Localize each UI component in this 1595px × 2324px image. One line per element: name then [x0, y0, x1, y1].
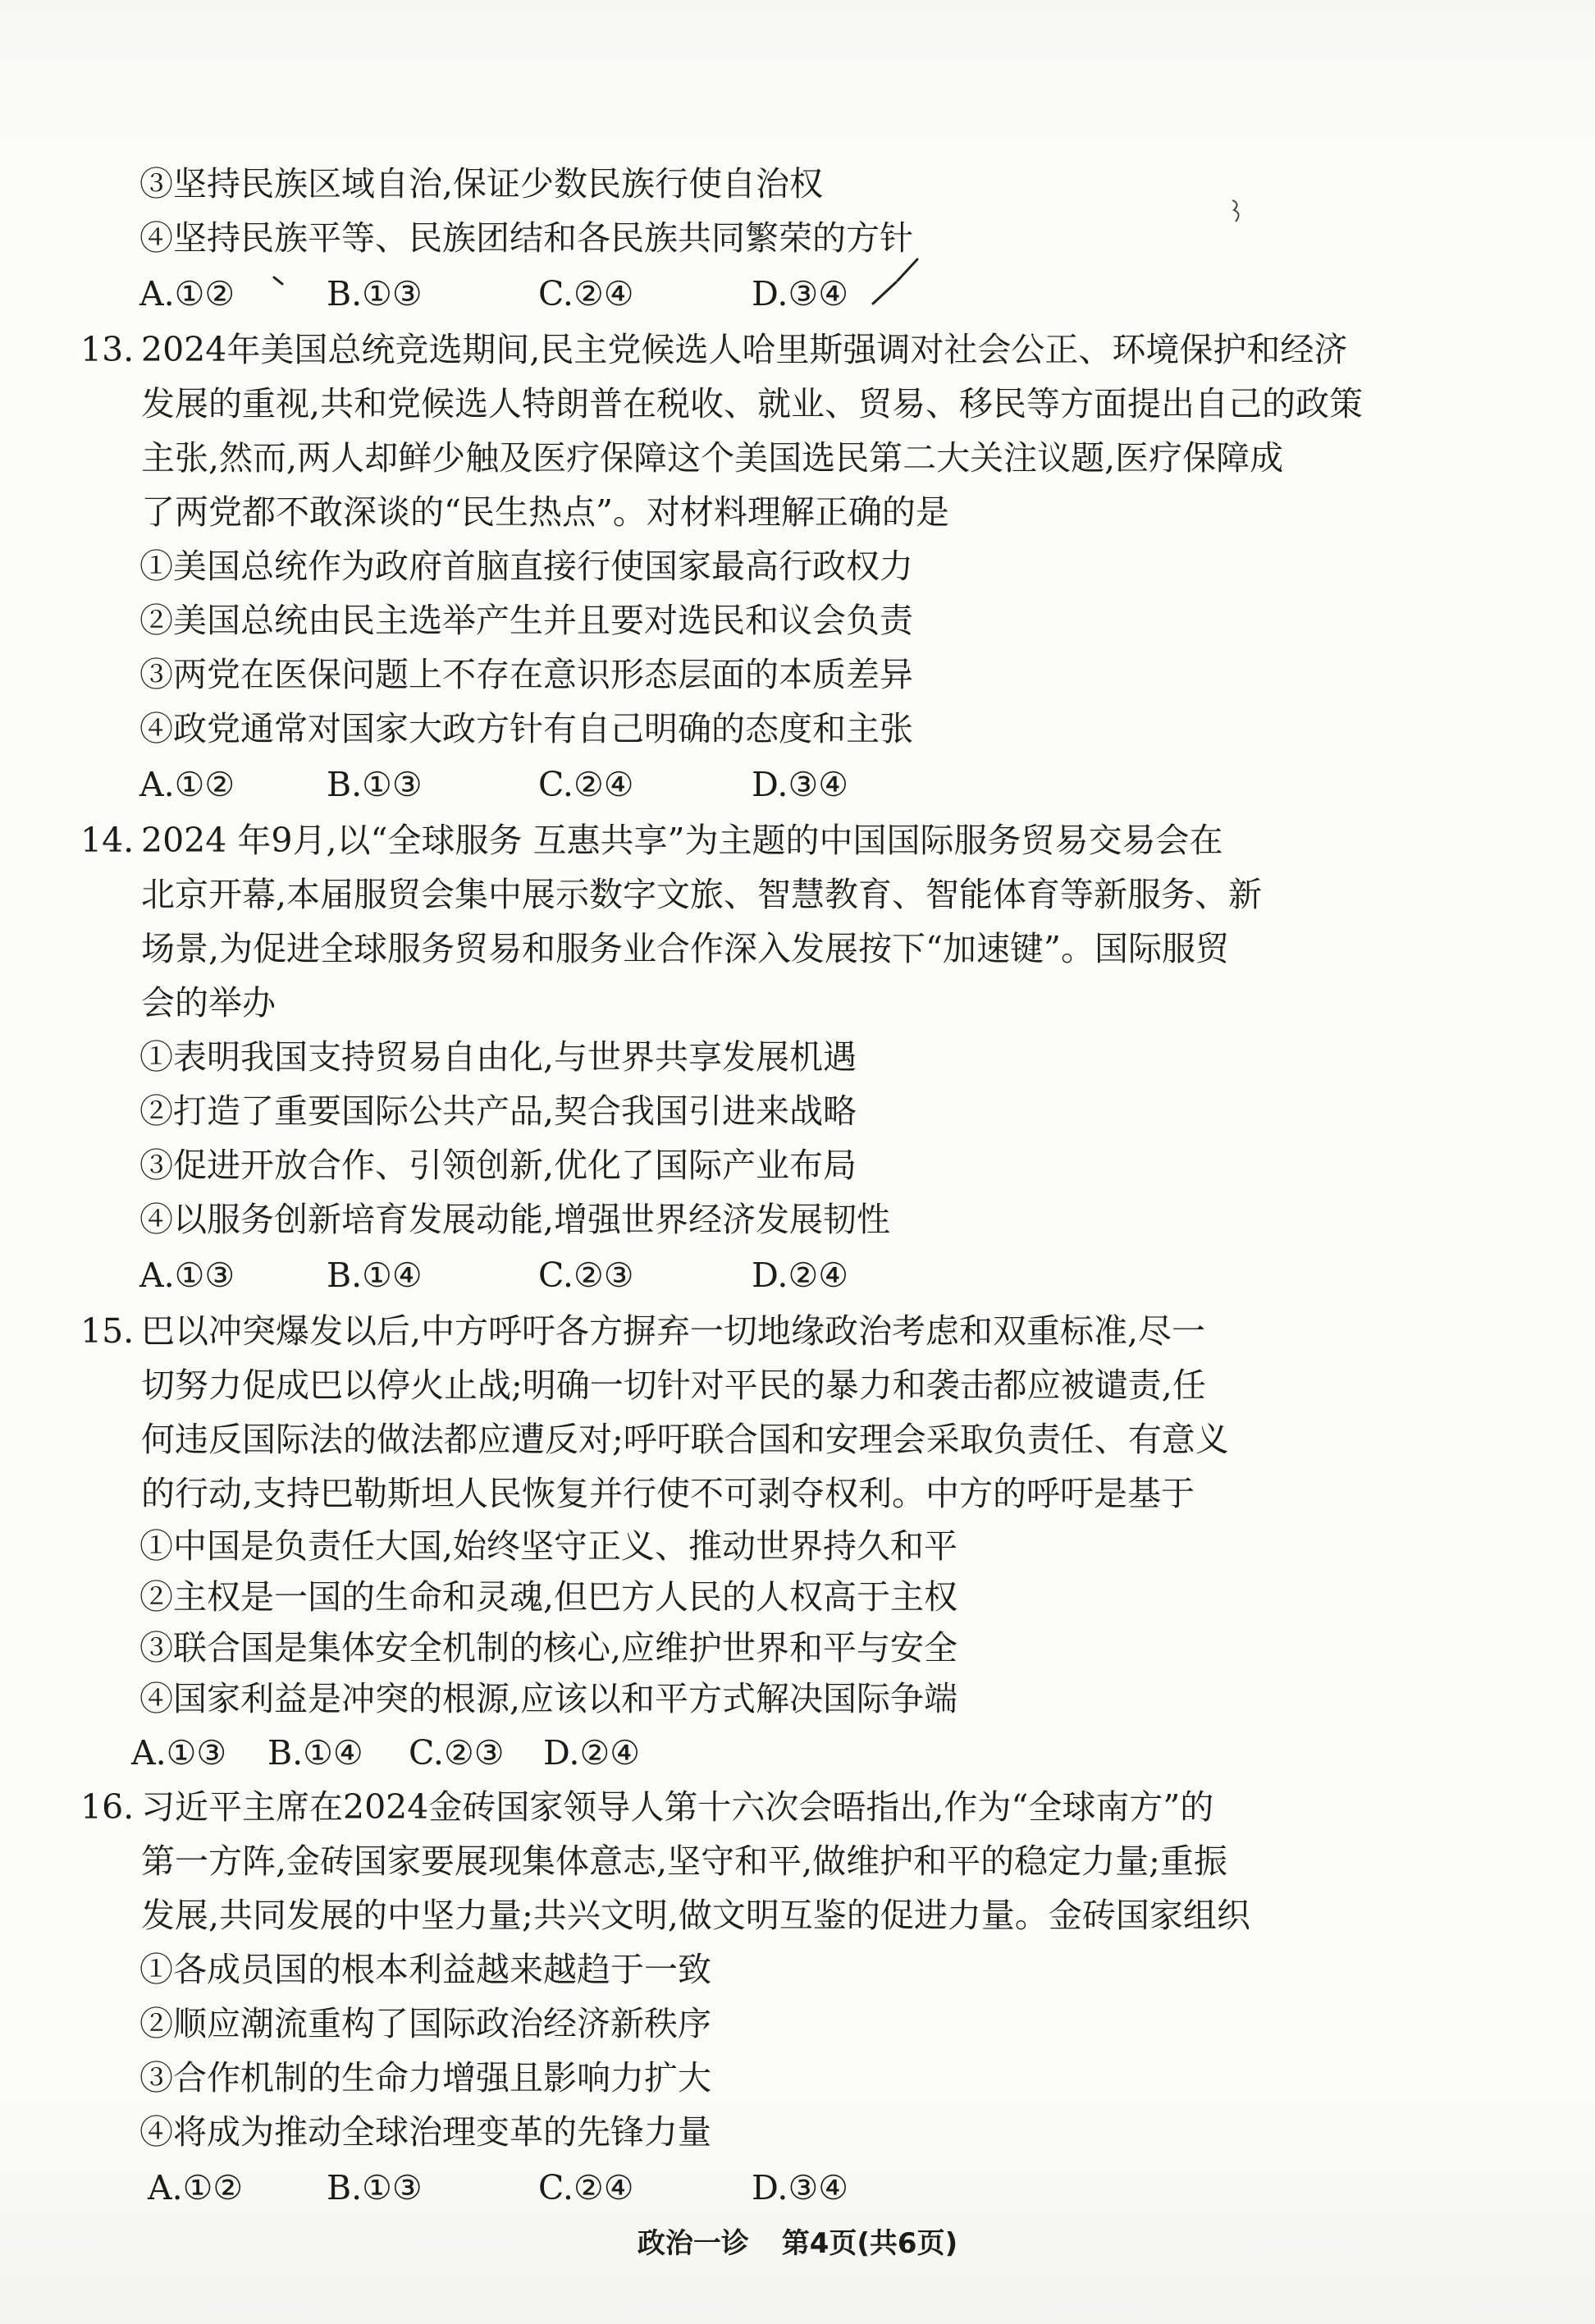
option-line: ④国家利益是冲突的根源,应该以和平方式解决国际争端 [139, 1679, 958, 1718]
question-stem-line: 何违反国际法的做法都应遭反对;呼吁联合国和安理会采取负责任、有意义 [141, 1420, 1229, 1459]
question-stem-line: 习近平主席在2024金砖国家领导人第十六次会晤指出,作为“全球南方”的 [141, 1787, 1214, 1827]
answer-c: C.②④ [538, 765, 634, 804]
option-line: ①美国总统作为政府首脑直接行使国家最高行政权力 [139, 547, 913, 586]
question-stem-line: 第一方阵,金砖国家要展现集体意志,坚守和平,做维护和平的稳定力量;重振 [141, 1841, 1227, 1881]
question-stem-line: 2024年美国总统竞选期间,民主党候选人哈里斯强调对社会公正、环境保护和经济 [141, 330, 1348, 369]
answer-c: C.②④ [538, 2168, 634, 2207]
option-line: ③坚持民族区域自治,保证少数民族行使自治权 [139, 164, 824, 204]
answer-d: D.③④ [752, 765, 848, 804]
question-stem-line: 发展,共同发展的中坚力量;共兴文明,做文明互鉴的促进力量。金砖国家组织 [141, 1896, 1250, 1935]
answer-d: D.②④ [752, 1256, 848, 1295]
option-line: ③联合国是集体安全机制的核心,应维护世界和平与安全 [139, 1628, 958, 1668]
answer-a: A.①② [148, 2168, 244, 2207]
question-stem-line: 发展的重视,共和党候选人特朗普在税收、就业、贸易、移民等方面提出自己的政策 [141, 384, 1364, 423]
footer-subject: 政治一诊 [637, 2227, 749, 2260]
option-line: ①表明我国支持贸易自由化,与世界共享发展机遇 [139, 1037, 857, 1077]
answer-b: B.①③ [327, 765, 423, 804]
question-number: 13. [80, 330, 135, 369]
question-stem-line: 的行动,支持巴勒斯坦人民恢复并行使不可剥夺权利。中方的呼吁是基于 [141, 1474, 1195, 1513]
option-line: ①中国是负责任大国,始终坚守正义、推动世界持久和平 [139, 1526, 958, 1566]
pen-mark [1226, 195, 1250, 228]
option-line: ②美国总统由民主选举产生并且要对选民和议会负责 [139, 601, 913, 640]
question-stem-line: 北京开幕,本届服贸会集中展示数字文旅、智慧教育、智能体育等新服务、新 [141, 875, 1263, 914]
option-line: ③促进开放合作、引领创新,优化了国际产业布局 [139, 1146, 857, 1185]
answer-a: A.①② [139, 765, 235, 804]
option-line: ④以服务创新培育发展动能,增强世界经济发展韧性 [139, 1200, 891, 1239]
answer-b: B.①③ [327, 274, 423, 313]
answer-d: D.③④ [752, 274, 848, 313]
pen-mark [269, 272, 289, 292]
question-number: 14. [80, 821, 135, 860]
option-line: ③合作机制的生命力增强且影响力扩大 [139, 2058, 711, 2098]
option-line: ④政党通常对国家大政方针有自己明确的态度和主张 [139, 709, 913, 748]
question-stem-line: 场景,为促进全球服务贸易和服务业合作深入发展按下“加速键”。国际服贸 [141, 929, 1229, 968]
option-line: ①各成员国的根本利益越来越趋于一致 [139, 1950, 711, 1989]
answer-b: B.①④ [327, 1256, 423, 1295]
answer-a: A.①② [139, 274, 235, 313]
answer-d: D.②④ [543, 1733, 640, 1773]
answer-b: B.①③ [327, 2168, 423, 2207]
question-stem-line: 主张,然而,两人却鲜少触及医疗保障这个美国选民第二大关注议题,医疗保障成 [141, 438, 1284, 478]
answer-a: A.①③ [131, 1733, 227, 1773]
question-number: 16. [80, 1787, 135, 1827]
option-line: ②顺应潮流重构了国际政治经济新秩序 [139, 2004, 711, 2043]
answer-d: D.③④ [752, 2168, 848, 2207]
option-line: ②打造了重要国际公共产品,契合我国引进来战略 [139, 1091, 857, 1131]
question-stem-line: 了两党都不敢深谈的“民生热点”。对材料理解正确的是 [141, 492, 949, 532]
option-line: ②主权是一国的生命和灵魂,但巴方人民的人权高于主权 [139, 1577, 958, 1617]
answer-c: C.②③ [409, 1733, 505, 1773]
question-stem-line: 2024 年9月,以“全球服务 互惠共享”为主题的中国国际服务贸易交易会在 [141, 821, 1223, 860]
question-stem-line: 巴以冲突爆发以后,中方呼吁各方摒弃一切地缘政治考虑和双重标准,尽一 [141, 1311, 1206, 1351]
answer-a: A.①③ [139, 1256, 235, 1295]
pen-mark [868, 253, 925, 310]
footer-page-number: 第4页(共6页) [781, 2227, 958, 2260]
question-number: 15. [80, 1311, 135, 1351]
answer-b: B.①④ [267, 1733, 363, 1773]
answer-c: C.②③ [538, 1256, 634, 1295]
option-line: ④坚持民族平等、民族团结和各民族共同繁荣的方针 [139, 218, 913, 258]
page-footer [0, 2226, 1595, 2262]
option-line: ③两党在医保问题上不存在意识形态层面的本质差异 [139, 655, 913, 694]
answer-c: C.②④ [538, 274, 634, 313]
question-stem-line: 会的举办 [141, 983, 276, 1022]
option-line: ④将成为推动全球治理变革的先锋力量 [139, 2112, 711, 2152]
question-stem-line: 切努力促成巴以停火止战;明确一切针对平民的暴力和袭击都应被谴责,任 [141, 1366, 1206, 1405]
